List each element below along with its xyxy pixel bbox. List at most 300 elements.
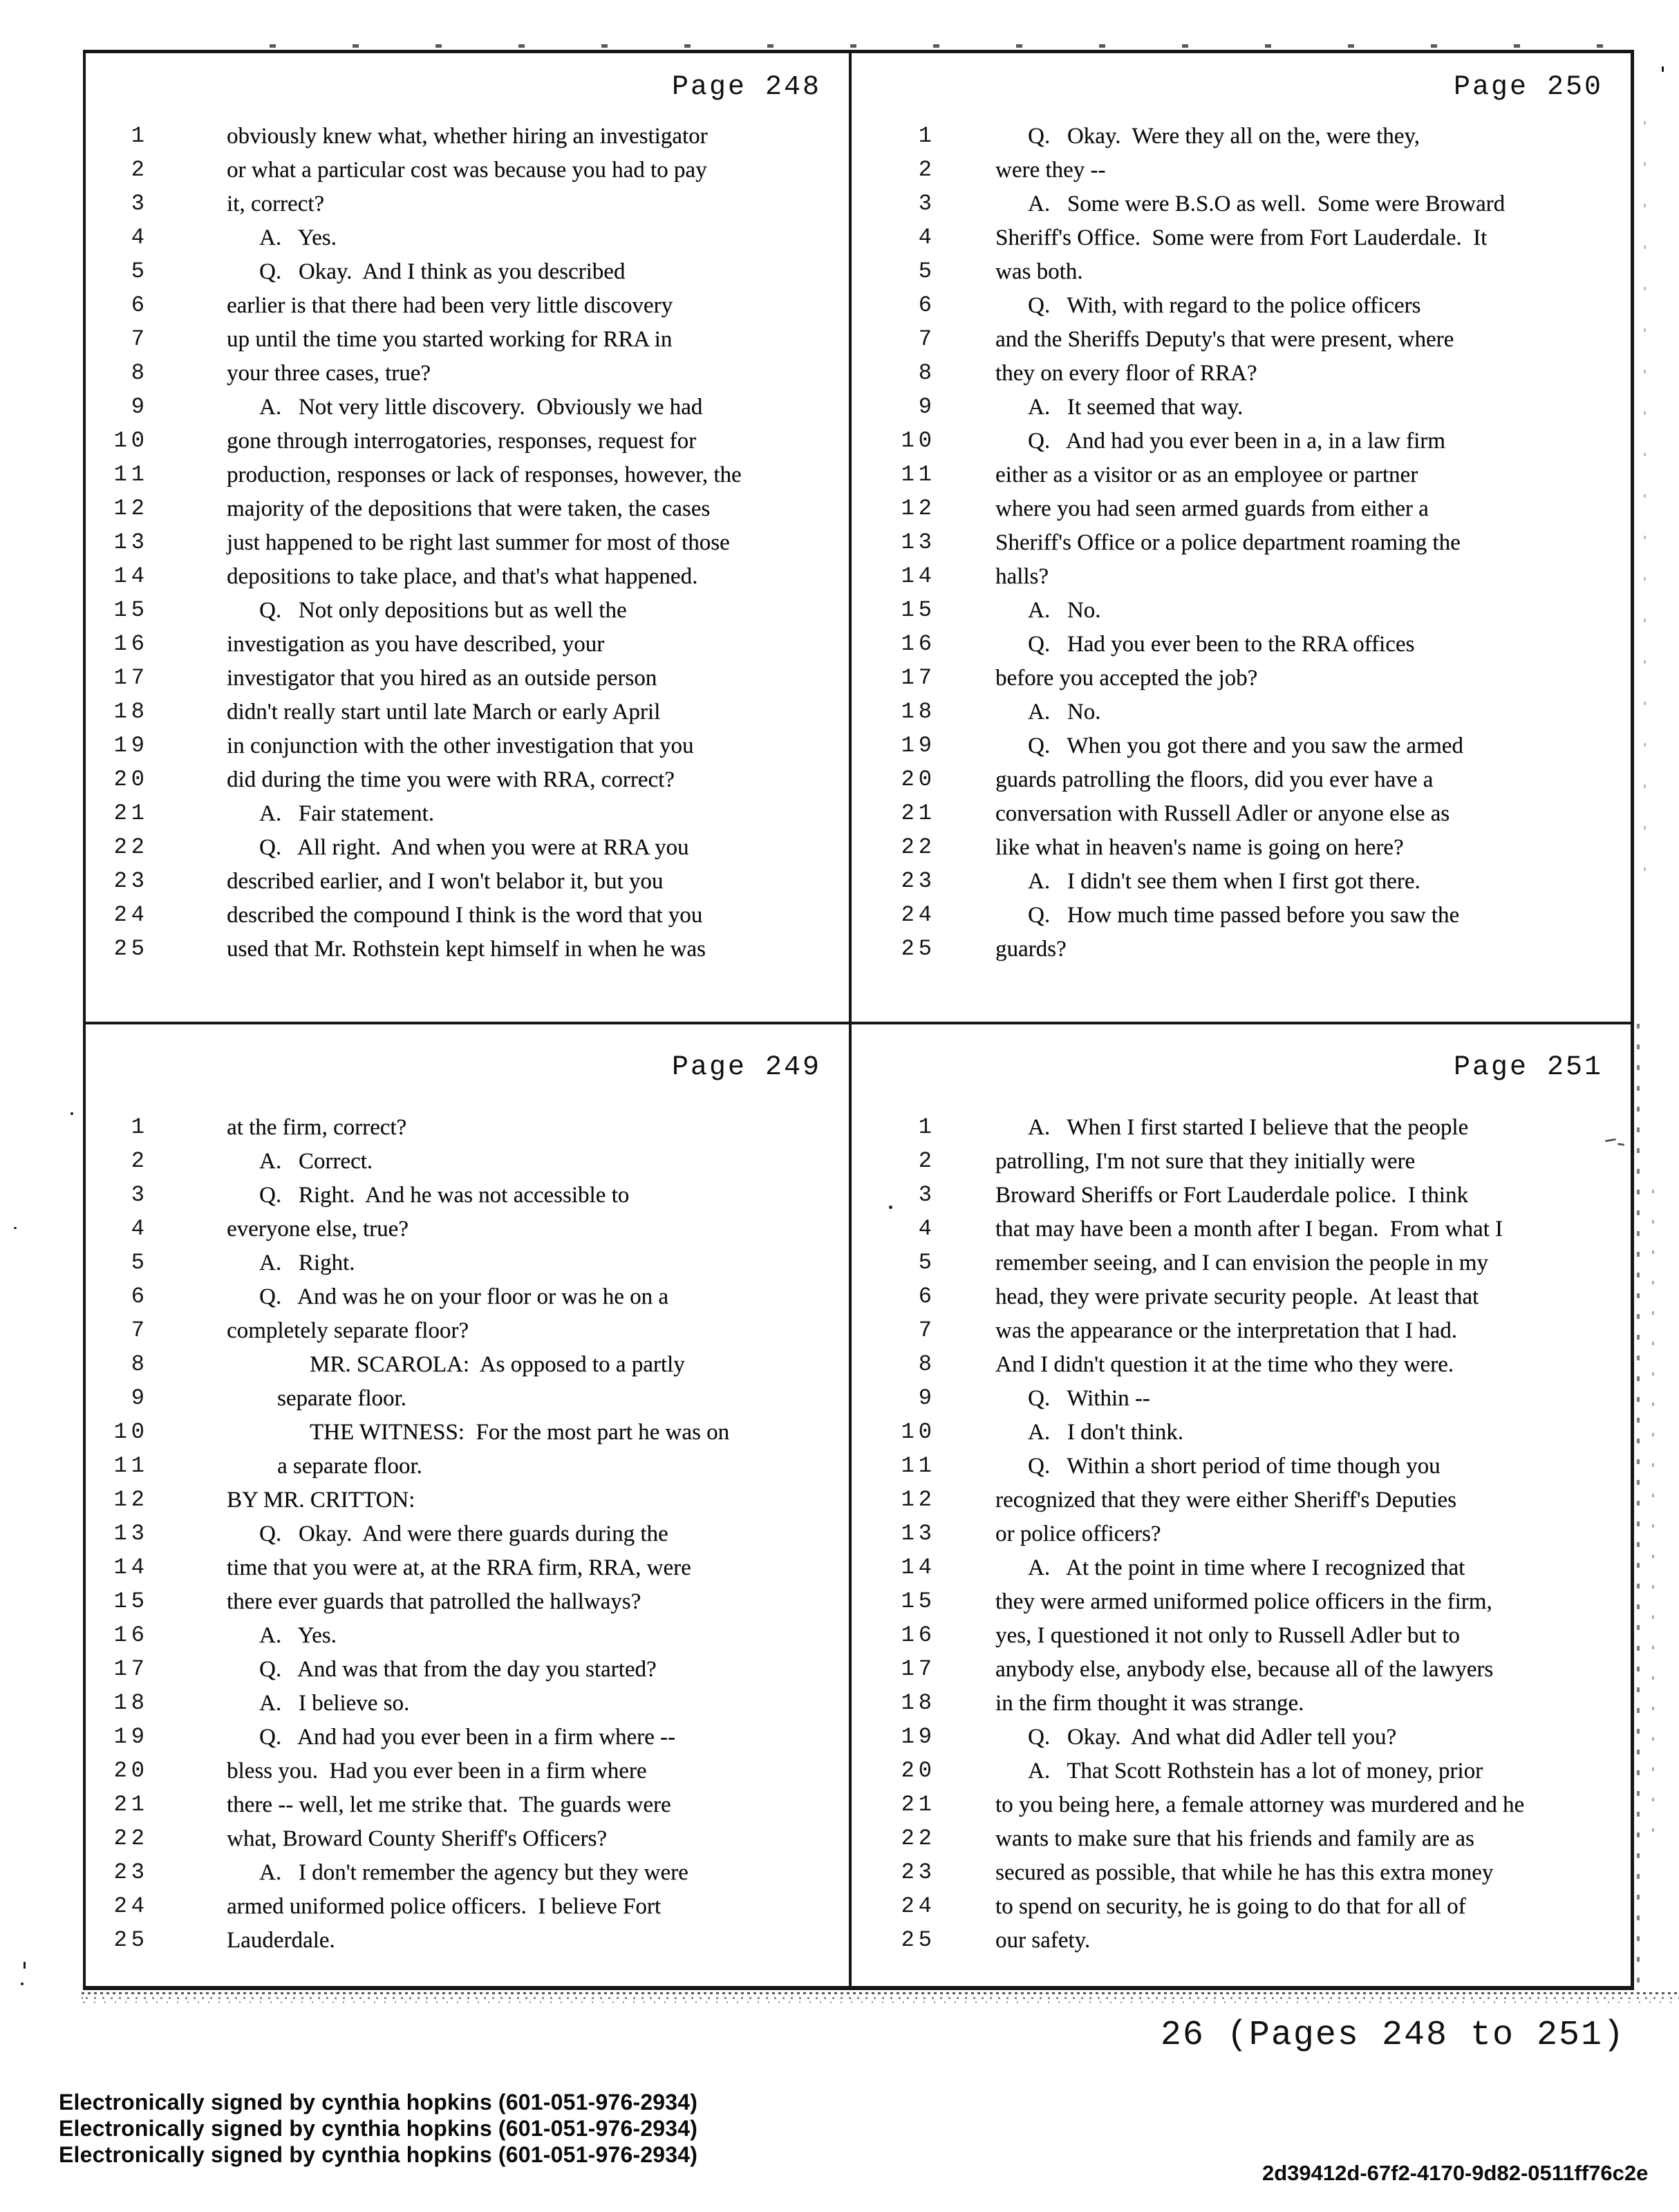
line-number: 16	[113, 1622, 149, 1648]
transcript-line	[852, 527, 1631, 561]
transcript-page-251	[852, 1024, 1631, 1986]
line-number: 15	[113, 597, 149, 623]
transcript-line	[83, 1518, 849, 1552]
transcript-page-249	[83, 1024, 849, 1986]
line-text: were they --	[995, 158, 1106, 182]
line-text: A. It seemed that way.	[1028, 395, 1244, 420]
line-text: Q. Within a short period of time though you	[1028, 1454, 1441, 1479]
transcript-line	[83, 493, 849, 527]
transcript-line	[83, 1823, 849, 1857]
line-number: 16	[901, 1622, 936, 1648]
scan-noise-speck	[1662, 66, 1664, 72]
transcript-line	[852, 764, 1631, 798]
transcript-line	[83, 1586, 849, 1620]
line-number: 9	[131, 394, 149, 420]
line-text: A. I didn't see them when I first got there.	[1028, 869, 1420, 894]
transcript-line	[852, 696, 1631, 730]
line-text: Q. Okay. And I think as you described	[259, 259, 626, 284]
scan-noise-right-edge	[1644, 111, 1646, 871]
transcript-line	[83, 628, 849, 662]
transcript-line	[83, 425, 849, 459]
line-text: Q. Had you ever been to the RRA offices	[1028, 632, 1415, 657]
line-number: 21	[113, 1792, 149, 1817]
line-number: 25	[901, 936, 936, 962]
line-number: 22	[901, 834, 936, 860]
line-number: 23	[113, 1859, 149, 1885]
line-text: described the compound I think is the word that you	[227, 903, 703, 928]
transcript-line	[83, 1247, 849, 1281]
transcript-line	[852, 154, 1631, 188]
line-number: 12	[901, 1487, 936, 1512]
line-text: And I didn't question it at the time who they were.	[995, 1352, 1454, 1377]
transcript-line	[852, 1620, 1631, 1653]
scan-noise-top-edge	[270, 44, 1652, 48]
transcript-line	[852, 324, 1631, 357]
page-header: Page 250	[1453, 72, 1603, 103]
line-text: patrolling, I'm not sure that they initially were	[995, 1149, 1416, 1174]
line-number: 18	[113, 699, 149, 724]
line-text: either as a visitor or as an employee or partner	[995, 462, 1418, 487]
transcript-line	[83, 933, 849, 967]
line-text: A. That Scott Rothstein has a lot of money, prior	[1028, 1759, 1483, 1783]
line-number: 25	[113, 1927, 149, 1953]
line-text: separate floor.	[277, 1386, 406, 1411]
line-number: 16	[901, 631, 936, 657]
transcript-line	[83, 865, 849, 899]
transcript-line	[83, 1315, 849, 1349]
transcript-line	[852, 832, 1631, 865]
transcript-line	[852, 933, 1631, 967]
transcript-line	[852, 1484, 1631, 1518]
line-number: 20	[113, 1758, 149, 1783]
line-number: 13	[901, 1521, 936, 1546]
line-number: 18	[113, 1690, 149, 1716]
transcript-line	[852, 256, 1631, 290]
line-text: recognized that they were either Sheriff's Deputies	[995, 1488, 1456, 1512]
line-number: 14	[901, 1555, 936, 1580]
line-text: Q. When you got there and you saw the armed	[1028, 733, 1463, 758]
line-number: 20	[901, 1758, 936, 1783]
line-number: 8	[918, 360, 936, 386]
line-text: A. No.	[1028, 700, 1101, 724]
line-text: or what a particular cost was because you had to pay	[227, 158, 707, 182]
transcript-line	[83, 1281, 849, 1315]
transcript-line	[852, 1857, 1631, 1891]
line-number: 1	[131, 1114, 149, 1140]
transcript-line	[83, 1687, 849, 1721]
line-text: did during the time you were with RRA, correct?	[227, 767, 675, 792]
transcript-line	[852, 628, 1631, 662]
line-number: 6	[918, 292, 936, 318]
transcript-line	[83, 459, 849, 493]
line-text: gone through interrogatories, responses, request for	[227, 429, 697, 453]
line-text: and the Sheriffs Deputy's that were present, where	[995, 327, 1454, 352]
signature-line: Electronically signed by cynthia hopkins (601-051-976-2934)	[59, 2142, 698, 2167]
line-text: everyone else, true?	[227, 1217, 409, 1241]
line-container	[83, 50, 849, 1022]
line-text: or police officers?	[995, 1521, 1161, 1546]
transcript-line	[83, 561, 849, 594]
line-text: up until the time you started working for RRA in	[227, 327, 673, 352]
transcript-line	[83, 154, 849, 188]
transcript-line	[852, 1518, 1631, 1552]
transcript-line	[83, 357, 849, 391]
transcript-line	[852, 1450, 1631, 1484]
line-number: 18	[901, 1690, 936, 1716]
scan-noise-speck	[14, 1227, 17, 1229]
transcript-line	[852, 1687, 1631, 1721]
line-number: 3	[131, 191, 149, 216]
signature-block	[59, 2089, 697, 2168]
line-number: 2	[131, 1148, 149, 1174]
transcript-line	[852, 1349, 1631, 1382]
line-number: 8	[918, 1351, 936, 1377]
transcript-line	[83, 290, 849, 324]
line-number: 7	[131, 326, 149, 352]
line-number: 12	[113, 496, 149, 521]
page-header: Page 251	[1453, 1052, 1603, 1083]
line-number: 6	[131, 292, 149, 318]
frame-bottom-border	[83, 1986, 1634, 1990]
transcript-line	[83, 1653, 849, 1687]
transcript-line	[83, 1112, 849, 1145]
line-text: Q. All right. And when you were at RRA you	[259, 835, 689, 860]
line-number: 15	[113, 1588, 149, 1614]
transcript-line	[83, 662, 849, 696]
line-text: a separate floor.	[277, 1454, 422, 1479]
transcript-line	[83, 391, 849, 425]
transcript-line	[83, 1484, 849, 1518]
line-number: 14	[113, 563, 149, 589]
line-text: at the firm, correct?	[227, 1115, 407, 1140]
line-number: 5	[918, 1250, 936, 1275]
transcript-line	[852, 730, 1631, 764]
transcript-line	[83, 1552, 849, 1586]
line-number: 11	[113, 1453, 149, 1479]
transcript-line	[852, 357, 1631, 391]
line-text: Q. Okay. And what did Adler tell you?	[1028, 1725, 1397, 1750]
line-text: A. Right.	[259, 1250, 355, 1275]
line-text: guards patrolling the floors, did you ever have a	[995, 767, 1434, 792]
transcript-line	[83, 1721, 849, 1755]
line-text: time that you were at, at the RRA firm, RRA, were	[227, 1555, 691, 1580]
line-number: 13	[113, 1521, 149, 1546]
line-number: 1	[918, 123, 936, 149]
line-text: A. I believe so.	[259, 1691, 410, 1716]
line-number: 8	[131, 360, 149, 386]
line-text: was the appearance or the interpretation that I had.	[995, 1318, 1457, 1343]
line-text: THE WITNESS: For the most part he was on	[310, 1420, 730, 1445]
line-number: 2	[918, 157, 936, 182]
line-number: 19	[113, 1724, 149, 1750]
sheet-page-summary: 26 (Pages 248 to 251)	[1160, 2016, 1625, 2055]
line-text: completely separate floor?	[227, 1318, 469, 1343]
transcript-line	[852, 561, 1631, 594]
line-number: 17	[113, 665, 149, 691]
line-number: 19	[113, 733, 149, 758]
transcript-line	[83, 1450, 849, 1484]
line-number: 4	[131, 1216, 149, 1241]
transcript-line	[852, 798, 1631, 832]
line-number: 23	[901, 1859, 936, 1885]
line-text: halls?	[995, 564, 1049, 589]
line-text: didn't really start until late March or early April	[227, 700, 661, 724]
line-number: 24	[113, 1893, 149, 1919]
frame-right-border	[1631, 50, 1634, 1990]
line-text: secured as possible, that while he has this extra money	[995, 1860, 1494, 1885]
line-number: 5	[918, 259, 936, 284]
transcript-line	[83, 696, 849, 730]
scan-noise-speck	[71, 1112, 73, 1115]
line-text: majority of the depositions that were taken, the cases	[227, 496, 711, 521]
line-number: 22	[901, 1826, 936, 1851]
line-text: what, Broward County Sheriff's Officers?	[227, 1826, 608, 1851]
transcript-line	[83, 764, 849, 798]
line-text: anybody else, anybody else, because all of the lawyers	[995, 1657, 1494, 1682]
line-container	[852, 50, 1631, 1022]
transcript-line	[852, 493, 1631, 527]
transcript-line	[852, 391, 1631, 425]
line-number: 12	[113, 1487, 149, 1512]
line-text: conversation with Russell Adler or anyone else as	[995, 801, 1450, 826]
signature-line: Electronically signed by cynthia hopkins (601-051-976-2934)	[59, 2090, 698, 2115]
line-text: production, responses or lack of responses, however, the	[227, 462, 742, 487]
line-number: 21	[113, 800, 149, 826]
line-text: Q. Right. And he was not accessible to	[259, 1183, 630, 1208]
transcript-page-248	[83, 50, 849, 1022]
transcript-line	[852, 899, 1631, 933]
line-text: where you had seen armed guards from either a	[995, 496, 1429, 521]
line-text: A. Fair statement.	[259, 801, 434, 826]
line-text: A. Correct.	[259, 1149, 373, 1174]
line-number: 10	[901, 428, 936, 453]
line-text: was both.	[995, 259, 1083, 284]
line-number: 15	[901, 1588, 936, 1614]
transcript-line	[852, 1416, 1631, 1450]
line-number: 11	[113, 462, 149, 487]
transcript-line	[852, 865, 1631, 899]
line-number: 19	[901, 733, 936, 758]
transcript-line	[83, 1789, 849, 1823]
line-number: 20	[113, 767, 149, 792]
line-text: investigation as you have described, your	[227, 632, 605, 657]
transcript-line	[852, 425, 1631, 459]
signature-line: Electronically signed by cynthia hopkins (601-051-976-2934)	[59, 2116, 698, 2141]
line-number: 22	[113, 834, 149, 860]
transcript-page-250	[852, 50, 1631, 1022]
line-number: 25	[113, 936, 149, 962]
line-number: 1	[918, 1114, 936, 1140]
transcript-line	[852, 222, 1631, 256]
line-number: 10	[113, 428, 149, 453]
transcript-line	[852, 1552, 1631, 1586]
transcript-line	[852, 1179, 1631, 1213]
transcript-line	[83, 1620, 849, 1653]
line-text: our safety.	[995, 1928, 1091, 1953]
line-text: A. I don't remember the agency but they were	[259, 1860, 688, 1885]
line-text: head, they were private security people. At least that	[995, 1284, 1479, 1309]
transcript-line	[83, 730, 849, 764]
line-number: 11	[901, 462, 936, 487]
line-number: 7	[918, 326, 936, 352]
scan-noise-speck	[24, 1962, 26, 1969]
line-number: 19	[901, 1724, 936, 1750]
transcript-line	[83, 120, 849, 154]
line-text: that may have been a month after I began. From what I	[995, 1217, 1503, 1241]
line-text: earlier is that there had been very little discovery	[227, 293, 673, 318]
line-text: to you being here, a female attorney was murdered and he	[995, 1792, 1525, 1817]
scan-noise-bottom-speckle	[82, 1991, 1679, 2004]
scan-noise-right-edge	[1637, 1023, 1640, 1983]
document-id: 2d39412d-67f2-4170-9d82-0511ff76c2e	[1262, 2161, 1649, 2185]
transcript-line	[852, 1112, 1631, 1145]
line-text: yes, I questioned it not only to Russell Adler but to	[995, 1623, 1460, 1648]
line-number: 2	[131, 157, 149, 182]
line-text: guards?	[995, 937, 1067, 962]
line-text: there -- well, let me strike that. The guards were	[227, 1792, 671, 1817]
transcript-line	[852, 1653, 1631, 1687]
line-number: 8	[131, 1351, 149, 1377]
transcript-line	[852, 1721, 1631, 1755]
line-text: just happened to be right last summer for most of those	[227, 530, 730, 555]
line-text: used that Mr. Rothstein kept himself in when he was	[227, 937, 706, 962]
line-number: 17	[113, 1656, 149, 1682]
line-number: 13	[901, 529, 936, 555]
line-text: Lauderdale.	[227, 1928, 335, 1953]
line-text: A. When I first started I believe that the people	[1028, 1115, 1469, 1140]
line-text: Q. Okay. Were they all on the, were they,	[1028, 124, 1420, 149]
page-header: Page 248	[671, 72, 821, 103]
line-number: 11	[901, 1453, 936, 1479]
line-number: 9	[918, 394, 936, 420]
line-text: your three cases, true?	[227, 361, 431, 386]
transcript-line	[852, 120, 1631, 154]
transcript-line	[83, 324, 849, 357]
line-number: 2	[918, 1148, 936, 1174]
page-header: Page 249	[671, 1052, 821, 1083]
transcript-line	[83, 1891, 849, 1924]
line-text: before you accepted the job?	[995, 666, 1258, 691]
line-text: A. I don't think.	[1028, 1420, 1184, 1445]
transcript-line	[83, 899, 849, 933]
line-number: 22	[113, 1826, 149, 1851]
line-number: 10	[113, 1419, 149, 1445]
line-text: MR. SCAROLA: As opposed to a partly	[310, 1352, 685, 1377]
line-text: obviously knew what, whether hiring an investigator	[227, 124, 708, 149]
transcript-line	[83, 1924, 849, 1958]
transcript-line	[852, 1281, 1631, 1315]
line-text: A. Some were B.S.O as well. Some were Broward	[1028, 191, 1506, 216]
line-number: 12	[901, 496, 936, 521]
line-number: 18	[901, 699, 936, 724]
transcript-line	[852, 1145, 1631, 1179]
line-number: 4	[918, 1216, 936, 1241]
line-number: 25	[901, 1927, 936, 1953]
line-number: 15	[901, 597, 936, 623]
line-text: bless you. Had you ever been in a firm where	[227, 1759, 647, 1783]
line-text: Q. Not only depositions but as well the	[259, 598, 627, 623]
transcript-line	[83, 594, 849, 628]
transcript-line	[852, 290, 1631, 324]
line-text: to spend on security, he is going to do that for all of	[995, 1894, 1466, 1919]
transcript-line	[852, 1789, 1631, 1823]
line-text: A. No.	[1028, 598, 1101, 623]
line-number: 23	[901, 868, 936, 894]
line-text: Q. And was he on your floor or was he on a	[259, 1284, 669, 1309]
line-text: it, correct?	[227, 191, 325, 216]
scan-noise-right-edge	[1652, 1168, 1654, 1832]
line-container	[83, 1024, 849, 1986]
line-text: in conjunction with the other investigation that you	[227, 733, 694, 758]
transcript-line	[852, 1382, 1631, 1416]
line-text: A. At the point in time where I recognized that	[1028, 1555, 1465, 1580]
line-number: 23	[113, 868, 149, 894]
line-text: like what in heaven's name is going on here?	[995, 835, 1404, 860]
line-text: they on every floor of RRA?	[995, 361, 1257, 386]
transcript-line	[83, 832, 849, 865]
transcript-line	[83, 1349, 849, 1382]
transcript-line	[83, 1416, 849, 1450]
scan-noise-speck	[21, 1983, 24, 1985]
line-text: Q. And had you ever been in a, in a law firm	[1028, 429, 1445, 453]
line-text: BY MR. CRITTON:	[227, 1488, 415, 1512]
line-text: remember seeing, and I can envision the people in my	[995, 1250, 1488, 1275]
line-text: wants to make sure that his friends and family are as	[995, 1826, 1474, 1851]
transcript-line	[852, 1924, 1631, 1958]
transcript-line	[83, 1179, 849, 1213]
transcript-line	[852, 1315, 1631, 1349]
line-text: Broward Sheriffs or Fort Lauderdale police. I think	[995, 1183, 1468, 1208]
line-text: Sheriff's Office or a police department roaming the	[995, 530, 1461, 555]
line-number: 20	[901, 767, 936, 792]
line-number: 7	[131, 1318, 149, 1343]
line-text: Q. With, with regard to the police officers	[1028, 293, 1421, 318]
line-text: in the firm thought it was strange.	[995, 1691, 1304, 1716]
line-text: armed uniformed police officers. I believe Fort	[227, 1894, 661, 1919]
transcript-line	[852, 662, 1631, 696]
transcript-line	[83, 1755, 849, 1789]
transcript-line	[852, 459, 1631, 493]
line-text: they were armed uniformed police officers in the firm,	[995, 1589, 1492, 1614]
transcript-line	[83, 256, 849, 290]
line-number: 9	[918, 1385, 936, 1411]
line-number: 6	[131, 1284, 149, 1309]
transcript-line	[83, 1213, 849, 1247]
transcript-line	[852, 1891, 1631, 1924]
transcript-line	[852, 1213, 1631, 1247]
line-text: Q. How much time passed before you saw the	[1028, 903, 1460, 928]
line-number: 5	[131, 1250, 149, 1275]
line-number: 14	[901, 563, 936, 589]
line-number: 4	[918, 225, 936, 250]
line-text: investigator that you hired as an outside person	[227, 666, 657, 691]
line-number: 21	[901, 1792, 936, 1817]
line-number: 24	[901, 1893, 936, 1919]
line-number: 3	[131, 1182, 149, 1208]
transcript-line	[83, 798, 849, 832]
line-text: A. Yes.	[259, 1623, 337, 1648]
line-text: A. Not very little discovery. Obviously we had	[259, 395, 703, 420]
line-number: 21	[901, 800, 936, 826]
line-number: 1	[131, 123, 149, 149]
line-text: Q. And was that from the day you started?	[259, 1657, 657, 1682]
transcript-line	[83, 222, 849, 256]
line-number: 10	[901, 1419, 936, 1445]
transcript-line	[852, 1823, 1631, 1857]
line-text: Q. And had you ever been in a firm where --	[259, 1725, 676, 1750]
line-number: 24	[113, 902, 149, 928]
line-number: 3	[918, 1182, 936, 1208]
